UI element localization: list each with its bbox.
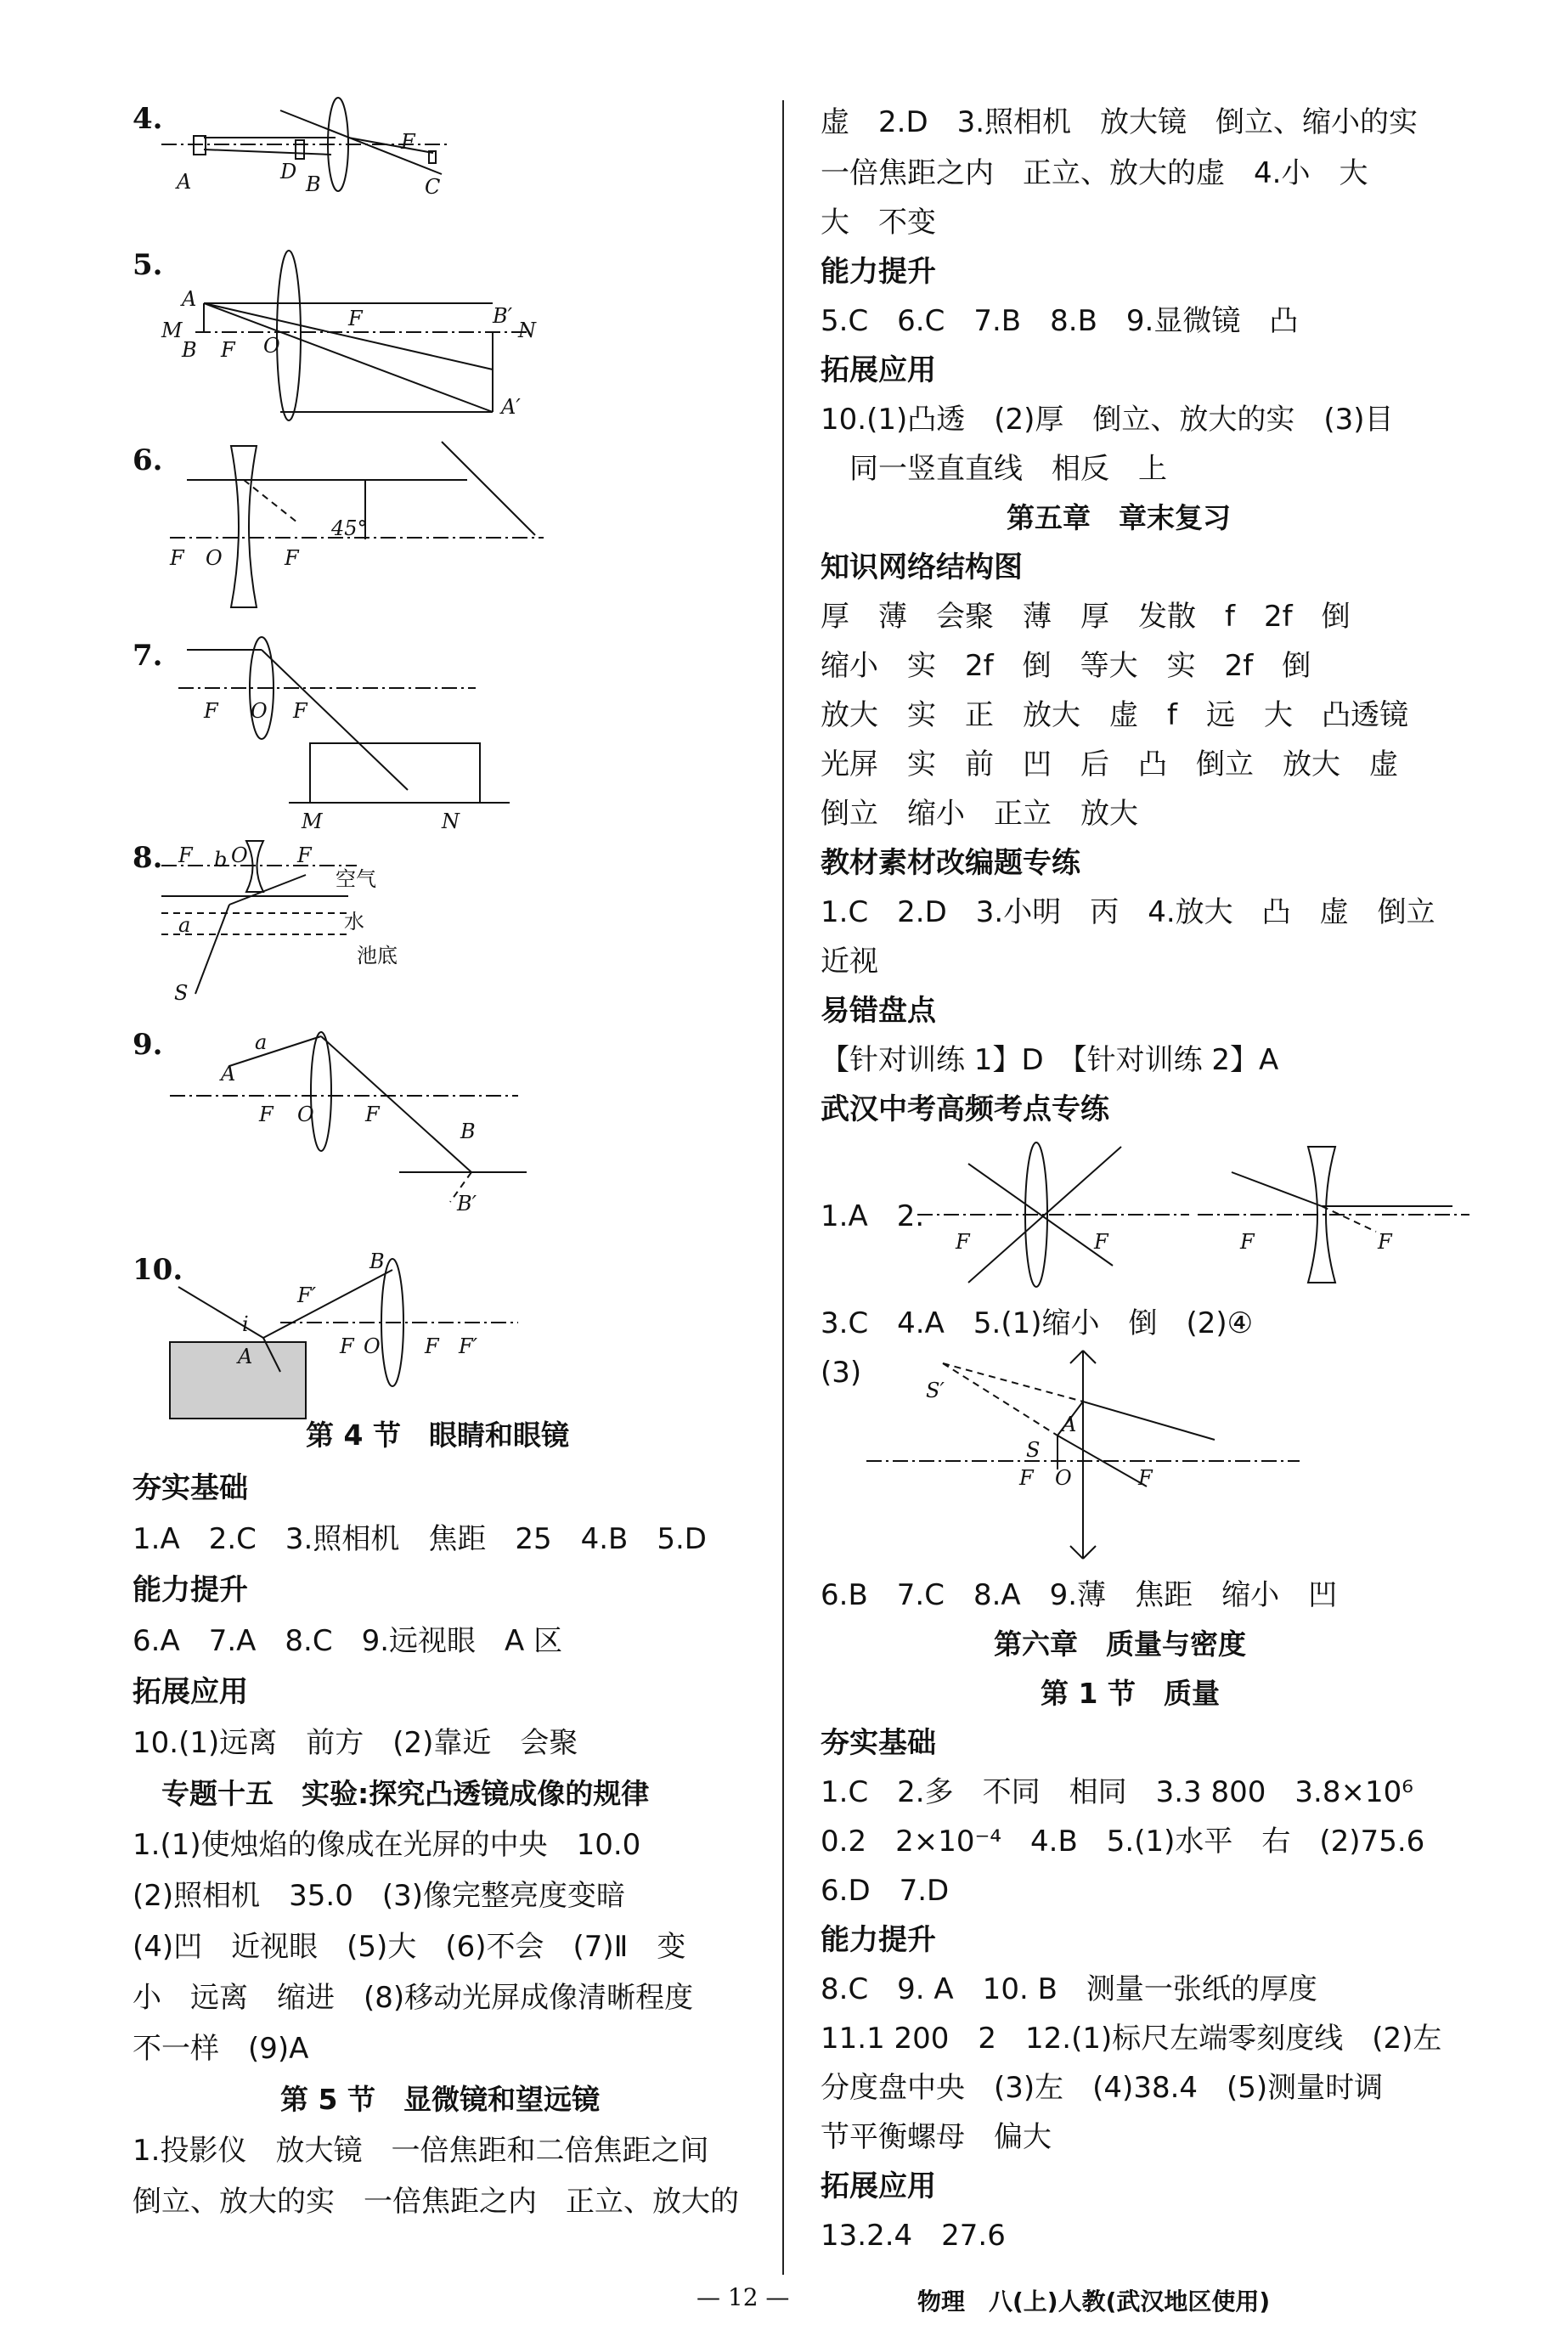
section-5-title: 第 5 节 显微镜和望远镜 <box>280 2083 600 2116</box>
s5-line-2: 倒立、放大的实 一倍焦距之内 正立、放大的 <box>133 2185 739 2219</box>
figure-7-lens-water-diagram <box>170 633 544 837</box>
basic-line-3: 6.D 7.D <box>821 1874 950 1908</box>
fig8-label-a: a <box>178 913 191 937</box>
heading-ability-left: 能力提升 <box>133 1573 248 1607</box>
fig5-label-O: O <box>263 334 280 358</box>
network-line-2: 缩小 实 2f 倒 等大 实 2f 倒 <box>821 649 1311 683</box>
fig8-label-water: 水 <box>344 910 364 934</box>
textbook-line-2: 近视 <box>821 945 878 979</box>
figure-9-lens-mirror-diagram <box>170 1019 561 1215</box>
ability2-line-1: 8.C 9. A 10. B 测量一张纸的厚度 <box>821 1972 1317 2006</box>
network-line-3: 放大 实 正 放大 虚 f 远 大 凸透镜 <box>821 698 1408 732</box>
fig6-label-O: O <box>206 546 223 570</box>
heading-textbook-practice: 教材素材改编题专练 <box>821 846 1080 880</box>
r-ability-line: 5.C 6.C 7.B 8.B 9.显微镜 凸 <box>821 304 1299 338</box>
fig-number-7: 7. <box>133 639 163 673</box>
figure-10-lens-water-diagram <box>170 1249 527 1423</box>
fig6-label-45deg: 45° <box>331 516 368 540</box>
fig-number-9: 9. <box>133 1028 163 1062</box>
expand2-line: 13.2.4 27.6 <box>821 2219 1006 2253</box>
basic-line-1: 1.C 2.多 不同 相同 3.3 800 3.8×10⁶ <box>821 1775 1413 1809</box>
wuhan-line-1: 1.A 2. <box>821 1199 925 1233</box>
wuhan-line-2: 3.C 4.A 5.(1)缩小 倒 (2)④ <box>821 1306 1254 1340</box>
r-cont-line-3: 大 不变 <box>821 206 936 240</box>
figure-4-lens-diagram <box>153 93 476 204</box>
fig-number-8: 8. <box>133 841 163 875</box>
fig5-label-F-right: F <box>348 307 363 330</box>
fig10-label-O: O <box>364 1334 381 1358</box>
heading-ability-right: 能力提升 <box>821 255 936 289</box>
q3-label-S: S <box>1026 1438 1041 1462</box>
fig8-label-O: O <box>231 843 248 867</box>
heading-knowledge-network: 知识网络结构图 <box>821 550 1023 584</box>
heading-wuhan-practice: 武汉中考高频考点专练 <box>821 1092 1109 1126</box>
fig10-label-A: A <box>238 1345 253 1368</box>
s4-answer-line-1: 1.A 2.C 3.照相机 焦距 25 4.B 5.D <box>133 1522 707 1556</box>
figure-5-lens-diagram <box>161 242 544 425</box>
convex-label-F-left: F <box>956 1230 970 1254</box>
fig5-label-N: N <box>518 319 536 342</box>
fig10-label-i: i <box>242 1312 249 1336</box>
heading-expand-right: 拓展应用 <box>821 353 936 387</box>
q3-label-O: O <box>1055 1466 1072 1490</box>
t15-line-3: (4)凹 近视眼 (5)大 (6)不会 (7)Ⅱ 变 <box>133 1930 686 1964</box>
fig-number-6: 6. <box>133 443 163 477</box>
heading-expand-left: 拓展应用 <box>133 1675 248 1709</box>
r-expand-line-1: 10.(1)凸透 (2)厚 倒立、放大的实 (3)目 <box>821 403 1394 437</box>
fig8-label-S: S <box>174 981 189 1005</box>
fig7-label-M: M <box>302 809 323 833</box>
fig10-label-F-prime-right: F′ <box>459 1334 478 1358</box>
fig8-label-air: 空气 <box>336 867 376 891</box>
topic-15-title: 专题十五 实验:探究凸透镜成像的规律 <box>161 1777 650 1810</box>
fig4-label-B: B <box>306 172 321 196</box>
ability2-line-2: 11.1 200 2 12.(1)标尺左端零刻度线 (2)左 <box>821 2022 1442 2056</box>
network-line-4: 光屏 实 前 凹 后 凸 倒立 放大 虚 <box>821 747 1398 781</box>
t15-line-5: 不一样 (9)A <box>133 2032 309 2066</box>
fig9-label-O: O <box>297 1103 314 1126</box>
fig5-label-B: B <box>182 338 197 362</box>
q3-label-F-right: F <box>1138 1466 1153 1490</box>
book-info: 物理 八(上)人教(武汉地区使用) <box>917 2287 1271 2316</box>
s4-answer-line-3: 10.(1)远离 前方 (2)靠近 会聚 <box>133 1726 578 1760</box>
fig4-label-D: D <box>280 160 297 183</box>
fig4-label-C: C <box>425 175 441 199</box>
chapter-5-review-title: 第五章 章末复习 <box>1007 501 1231 534</box>
q3-label-S-prime: S′ <box>926 1379 945 1402</box>
fig7-label-O: O <box>251 699 268 723</box>
fig9-label-A: A <box>221 1062 236 1086</box>
fig5-label-B-prime: B′ <box>493 304 513 328</box>
fig8-label-pool-bottom: 池底 <box>357 944 398 967</box>
fig5-label-F-left: F <box>221 338 235 362</box>
figure-6-concave-lens-diagram <box>161 437 552 616</box>
fig9-label-F-right: F <box>365 1103 380 1126</box>
q3-label-F-left: F <box>1019 1466 1034 1490</box>
fig5-label-A-prime: A′ <box>501 395 521 419</box>
concave-lens-answer-diagram <box>1198 1138 1478 1291</box>
heading-error-review: 易错盘点 <box>821 994 936 1028</box>
wuhan-q3-label: (3) <box>821 1356 862 1390</box>
network-line-1: 厚 薄 会聚 薄 厚 发散 f 2f 倒 <box>821 600 1351 634</box>
fig8-label-F-right: F <box>297 843 312 867</box>
wuhan-line-3: 6.B 7.C 8.A 9.薄 焦距 缩小 凹 <box>821 1578 1338 1612</box>
concave-label-F-left: F <box>1240 1230 1255 1254</box>
fig5-label-A: A <box>182 287 197 311</box>
network-line-5: 倒立 缩小 正立 放大 <box>821 797 1138 831</box>
ability2-line-3: 分度盘中央 (3)左 (4)38.4 (5)测量时调 <box>821 2071 1384 2105</box>
t15-line-4: 小 远离 缩进 (8)移动光屏成像清晰程度 <box>133 1981 694 2015</box>
textbook-line-1: 1.C 2.D 3.小明 丙 4.放大 凸 虚 倒立 <box>821 895 1435 929</box>
convex-lens-answer-diagram <box>917 1138 1198 1291</box>
s4-answer-line-2: 6.A 7.A 8.C 9.远视眼 A 区 <box>133 1624 563 1658</box>
column-divider <box>782 100 784 2275</box>
fig5-label-M: M <box>161 319 183 342</box>
fig7-label-F-left: F <box>204 699 218 723</box>
fig6-label-F-left: F <box>170 546 184 570</box>
r-cont-line-2: 一倍焦距之内 正立、放大的虚 4.小 大 <box>821 156 1368 190</box>
convex-label-F-right: F <box>1094 1230 1108 1254</box>
concave-label-F-right: F <box>1378 1230 1392 1254</box>
fig9-label-a: a <box>255 1030 268 1054</box>
s5-line-1: 1.投影仪 放大镜 一倍焦距和二倍焦距之间 <box>133 2134 709 2168</box>
fig7-label-N: N <box>442 809 460 833</box>
heading-ability-right-2: 能力提升 <box>821 1923 936 1957</box>
section-4-title: 第 4 节 眼睛和眼镜 <box>306 1419 569 1452</box>
chapter-6-title: 第六章 质量与密度 <box>994 1627 1246 1661</box>
fig-number-10: 10. <box>133 1253 183 1287</box>
fig6-label-F-right: F <box>285 546 299 570</box>
fig10-label-F-left: F <box>340 1334 354 1358</box>
heading-basic-right: 夯实基础 <box>821 1726 936 1760</box>
q3-label-A: A <box>1062 1413 1077 1436</box>
fig8-label-b: b <box>214 848 228 872</box>
fig4-label-F: F <box>401 130 415 154</box>
fig9-label-B-prime: B′ <box>457 1192 477 1216</box>
t15-line-1: 1.(1)使烛焰的像成在光屏的中央 10.0 <box>133 1828 641 1862</box>
heading-expand-right-2: 拓展应用 <box>821 2169 936 2203</box>
fig10-label-F-prime-left: F′ <box>297 1283 317 1307</box>
ability2-line-4: 节平衡螺母 偏大 <box>821 2120 1052 2154</box>
fig4-label-A: A <box>177 170 192 194</box>
error-review-line: 【针对训练 1】D 【针对训练 2】A <box>821 1043 1279 1077</box>
q3-magnifier-diagram <box>866 1351 1308 1563</box>
fig-number-4: 4. <box>133 102 163 136</box>
r-expand-line-2: 同一竖直直线 相反 上 <box>849 452 1167 486</box>
r-cont-line-1: 虚 2.D 3.照相机 放大镜 倒立、缩小的实 <box>821 105 1419 139</box>
t15-line-2: (2)照相机 35.0 (3)像完整亮度变暗 <box>133 1879 626 1913</box>
basic-line-2: 0.2 2×10⁻⁴ 4.B 5.(1)水平 右 (2)75.6 <box>821 1825 1425 1859</box>
fig10-label-B: B <box>369 1249 385 1273</box>
fig10-label-F-right: F <box>425 1334 439 1358</box>
fig8-label-F-left: F <box>178 843 193 867</box>
fig9-label-B: B <box>460 1120 476 1143</box>
heading-basic-left: 夯实基础 <box>133 1471 248 1505</box>
section-1-title: 第 1 节 质量 <box>1041 1677 1220 1710</box>
figure-8-pool-lens-diagram <box>161 837 433 1007</box>
fig9-label-F-left: F <box>259 1103 274 1126</box>
fig-number-5: 5. <box>133 248 163 282</box>
page-number: — 12 — <box>697 2283 790 2311</box>
fig7-label-F-right: F <box>293 699 307 723</box>
